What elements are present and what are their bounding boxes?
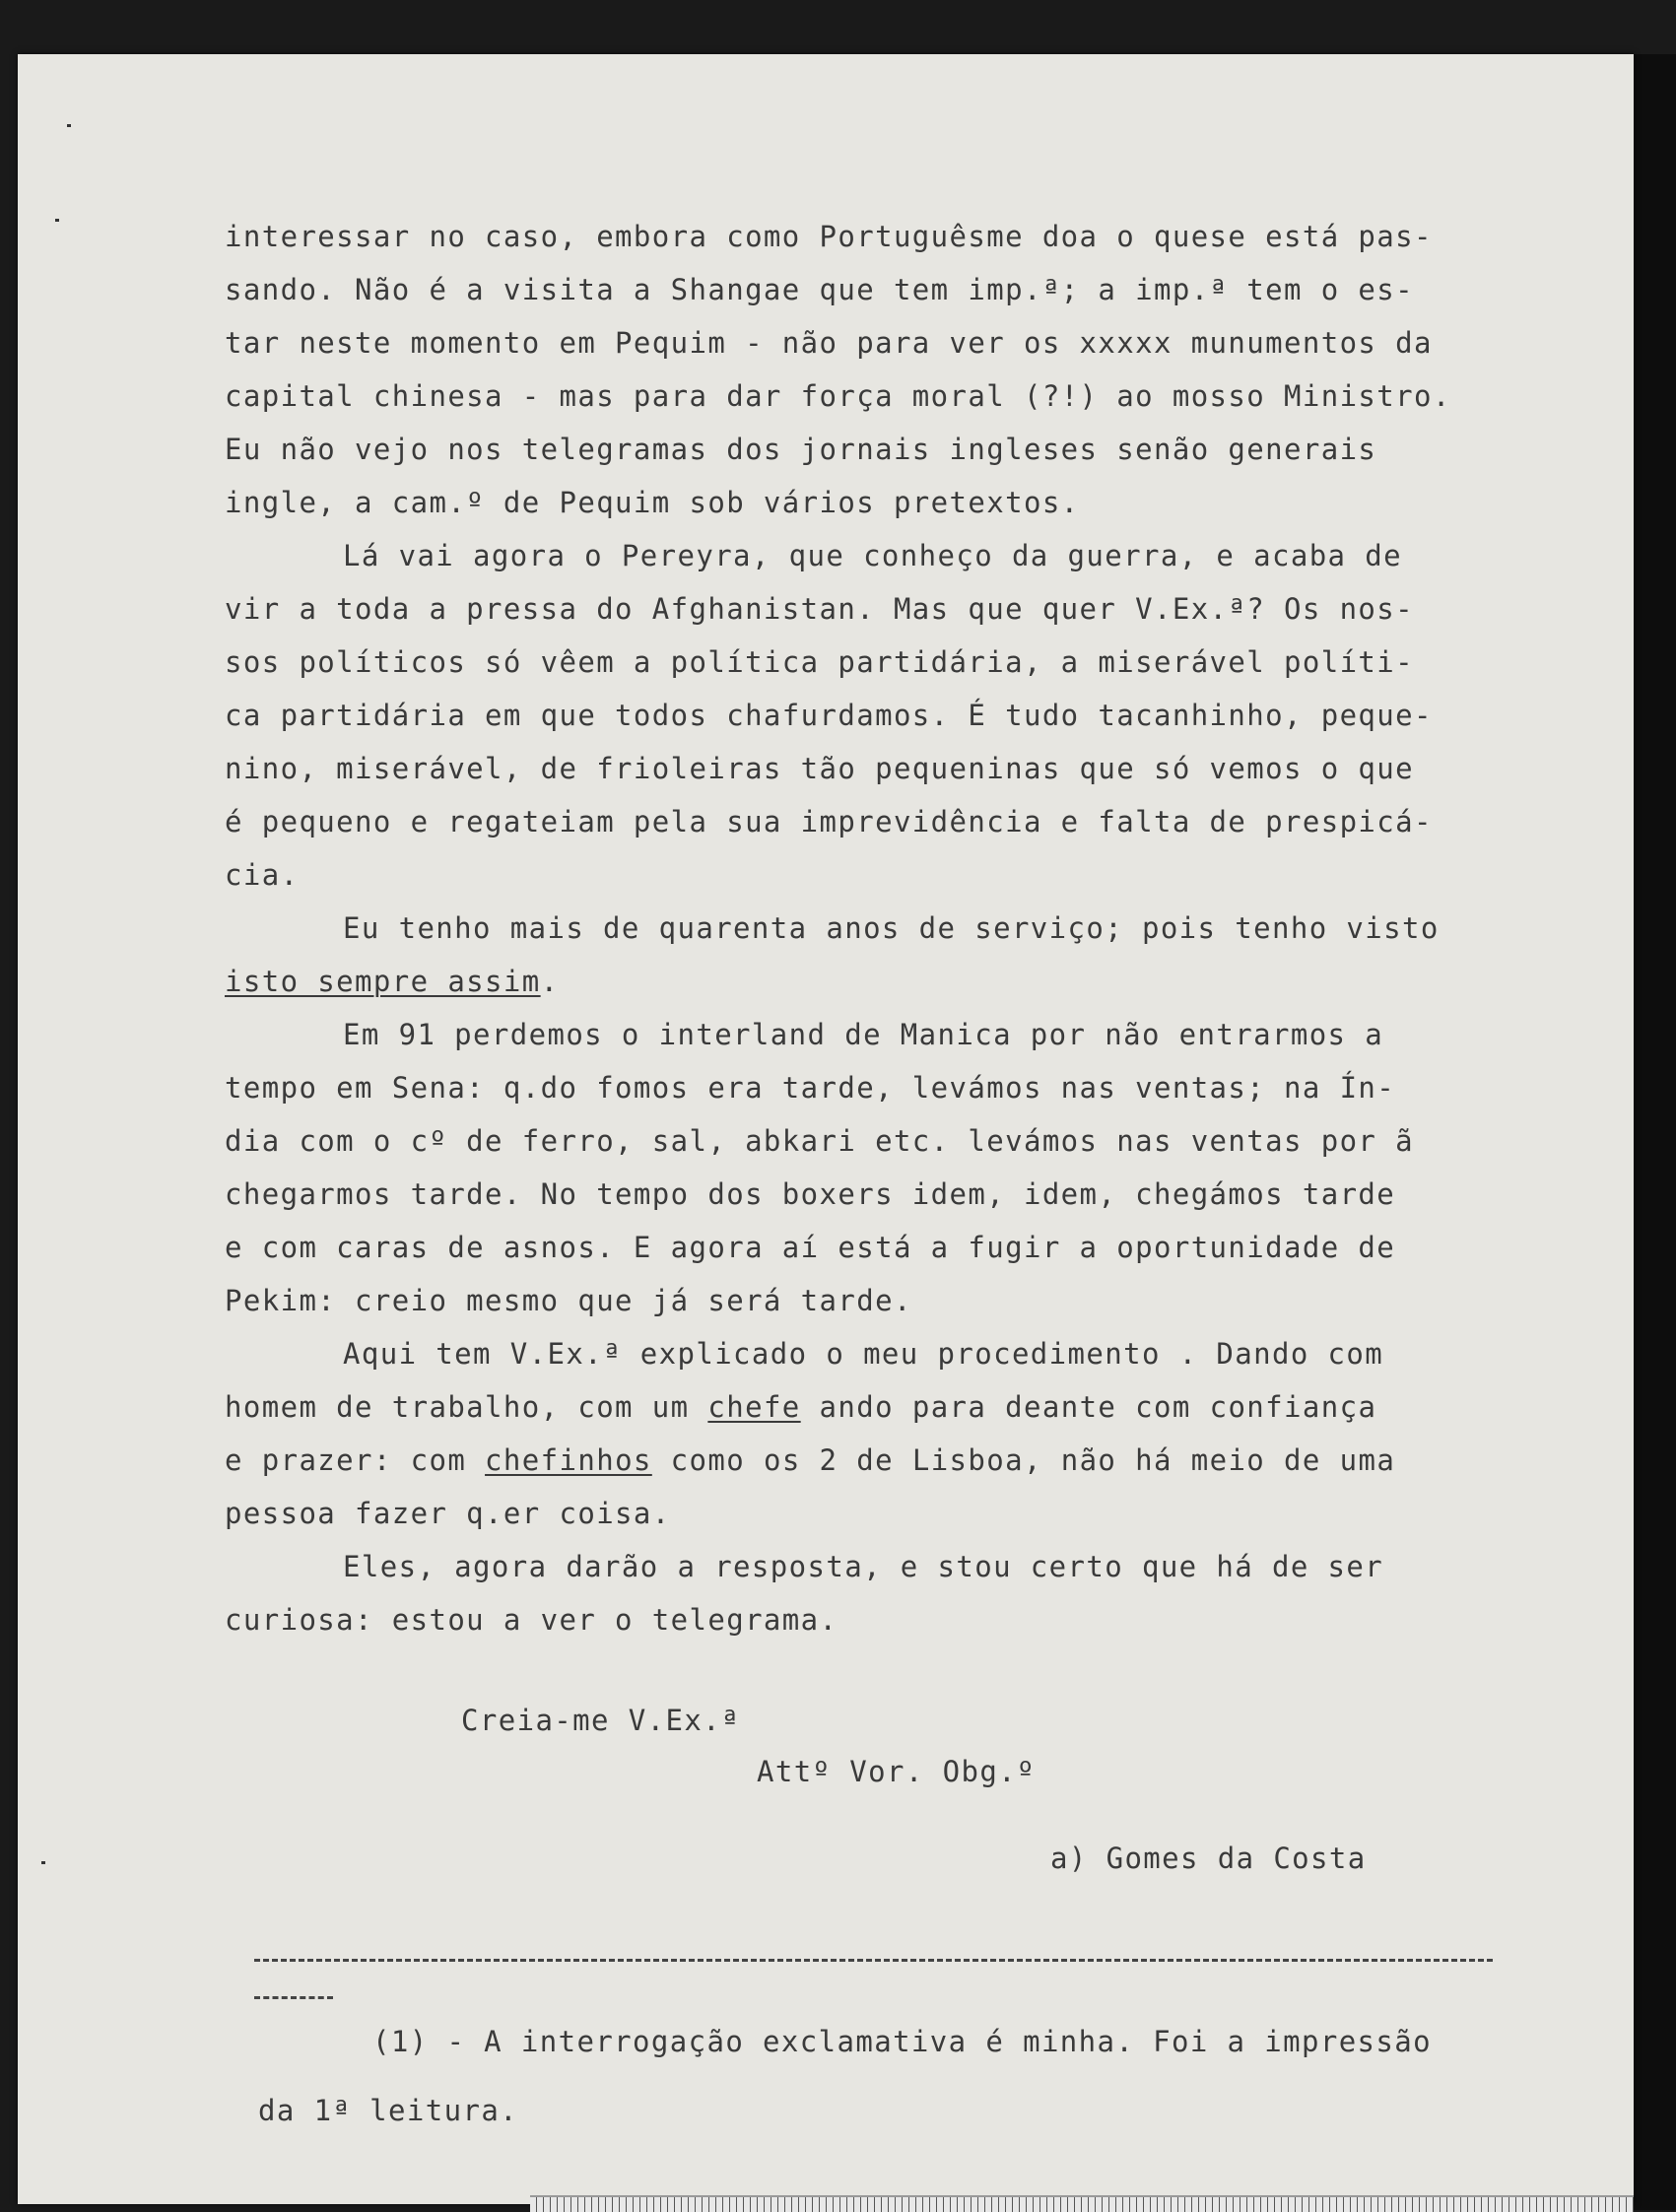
text-line: Pekim: creio mesmo que já será tarde. bbox=[225, 1284, 912, 1317]
text-line: Eles, agora darão a resposta, e stou certo que há de ser bbox=[343, 1550, 1384, 1583]
scan-mark bbox=[67, 124, 71, 127]
text-line: ingle, a cam.º de Pequim sob vários pretextos. bbox=[225, 486, 1080, 519]
text-line: sos políticos só vêem a política partidária, a miserável políti- bbox=[225, 645, 1415, 679]
text-line: capital chinesa - mas para dar força moral (?!) ao mosso Ministro. bbox=[225, 379, 1451, 413]
footnote-divider bbox=[254, 1959, 1493, 1962]
text-line: sando. Não é a visita a Shangae que tem imp.ª; a imp.ª tem o es- bbox=[225, 273, 1415, 306]
text-line: pessoa fazer q.er coisa. bbox=[225, 1497, 671, 1530]
text-line: nino, miserável, de frioleiras tão pequeninas que só vemos o que bbox=[225, 752, 1415, 785]
text-line: Eu não vejo nos telegramas dos jornais ingleses senão generais bbox=[225, 433, 1377, 466]
scan-border bbox=[1634, 54, 1676, 2210]
text-line: cia. bbox=[225, 858, 300, 892]
footnote-line: (1) - A interrogação exclamativa é minha. Foi a impressão bbox=[372, 2025, 1432, 2058]
text-line: Eu tenho mais de quarenta anos de serviço; pois tenho visto bbox=[343, 911, 1440, 945]
footnote-line: da 1ª leitura. bbox=[258, 2094, 519, 2127]
text-line: ca partidária em que todos chafurdamos. É tudo tacanhinho, peque- bbox=[225, 699, 1433, 732]
text-line: Aqui tem V.Ex.ª explicado o meu procedimento . Dando com bbox=[343, 1337, 1384, 1371]
underlined-word: chefinhos bbox=[485, 1443, 652, 1477]
text-line: curiosa: estou a ver o telegrama. bbox=[225, 1603, 838, 1637]
scan-mark bbox=[41, 1861, 45, 1864]
text-line: Lá vai agora o Pereyra, que conheço da guerra, e acaba de bbox=[343, 539, 1402, 572]
text-line: interessar no caso, embora como Portuguêsme doa o quese está pas- bbox=[225, 220, 1433, 253]
text-line: dia com o cº de ferro, sal, abkari etc. levámos nas ventas por ã bbox=[225, 1124, 1415, 1158]
underlined-phrase: isto sempre assim bbox=[225, 965, 541, 998]
text-line: Em 91 perdemos o interland de Manica por não entrarmos a bbox=[343, 1018, 1384, 1051]
text-line: tempo em Sena: q.do fomos era tarde, levámos nas ventas; na Ín- bbox=[225, 1071, 1396, 1105]
scale-ruler bbox=[530, 2195, 1634, 2212]
text-line: vir a toda a pressa do Afghanistan. Mas que quer V.Ex.ª? Os nos- bbox=[225, 592, 1415, 626]
footnote-divider-short bbox=[254, 1996, 333, 1999]
text-line: tar neste momento em Pequim - não para ver os xxxxx munumentos da bbox=[225, 326, 1433, 360]
text-line: chegarmos tarde. No tempo dos boxers idem, idem, chegámos tarde bbox=[225, 1177, 1396, 1211]
text-line: isto sempre assim. bbox=[225, 965, 560, 998]
underlined-word: chefe bbox=[707, 1390, 801, 1424]
text-line: e com caras de asnos. E agora aí está a fugir a oportunidade de bbox=[225, 1231, 1396, 1264]
text-line: é pequeno e regateiam pela sua imprevidência e falta de prespicá- bbox=[225, 805, 1433, 838]
closing-greeting: Creia-me V.Ex.ª bbox=[461, 1704, 740, 1737]
text-line: e prazer: com chefinhos como os 2 de Lisboa, não há meio de uma bbox=[225, 1443, 1396, 1477]
closing-formula: Attº Vor. Obg.º bbox=[757, 1755, 1036, 1788]
scan-mark bbox=[55, 219, 59, 222]
text-line: homem de trabalho, com um chefe ando para deante com confiança bbox=[225, 1390, 1377, 1424]
signature: a) Gomes da Costa bbox=[1050, 1842, 1367, 1875]
